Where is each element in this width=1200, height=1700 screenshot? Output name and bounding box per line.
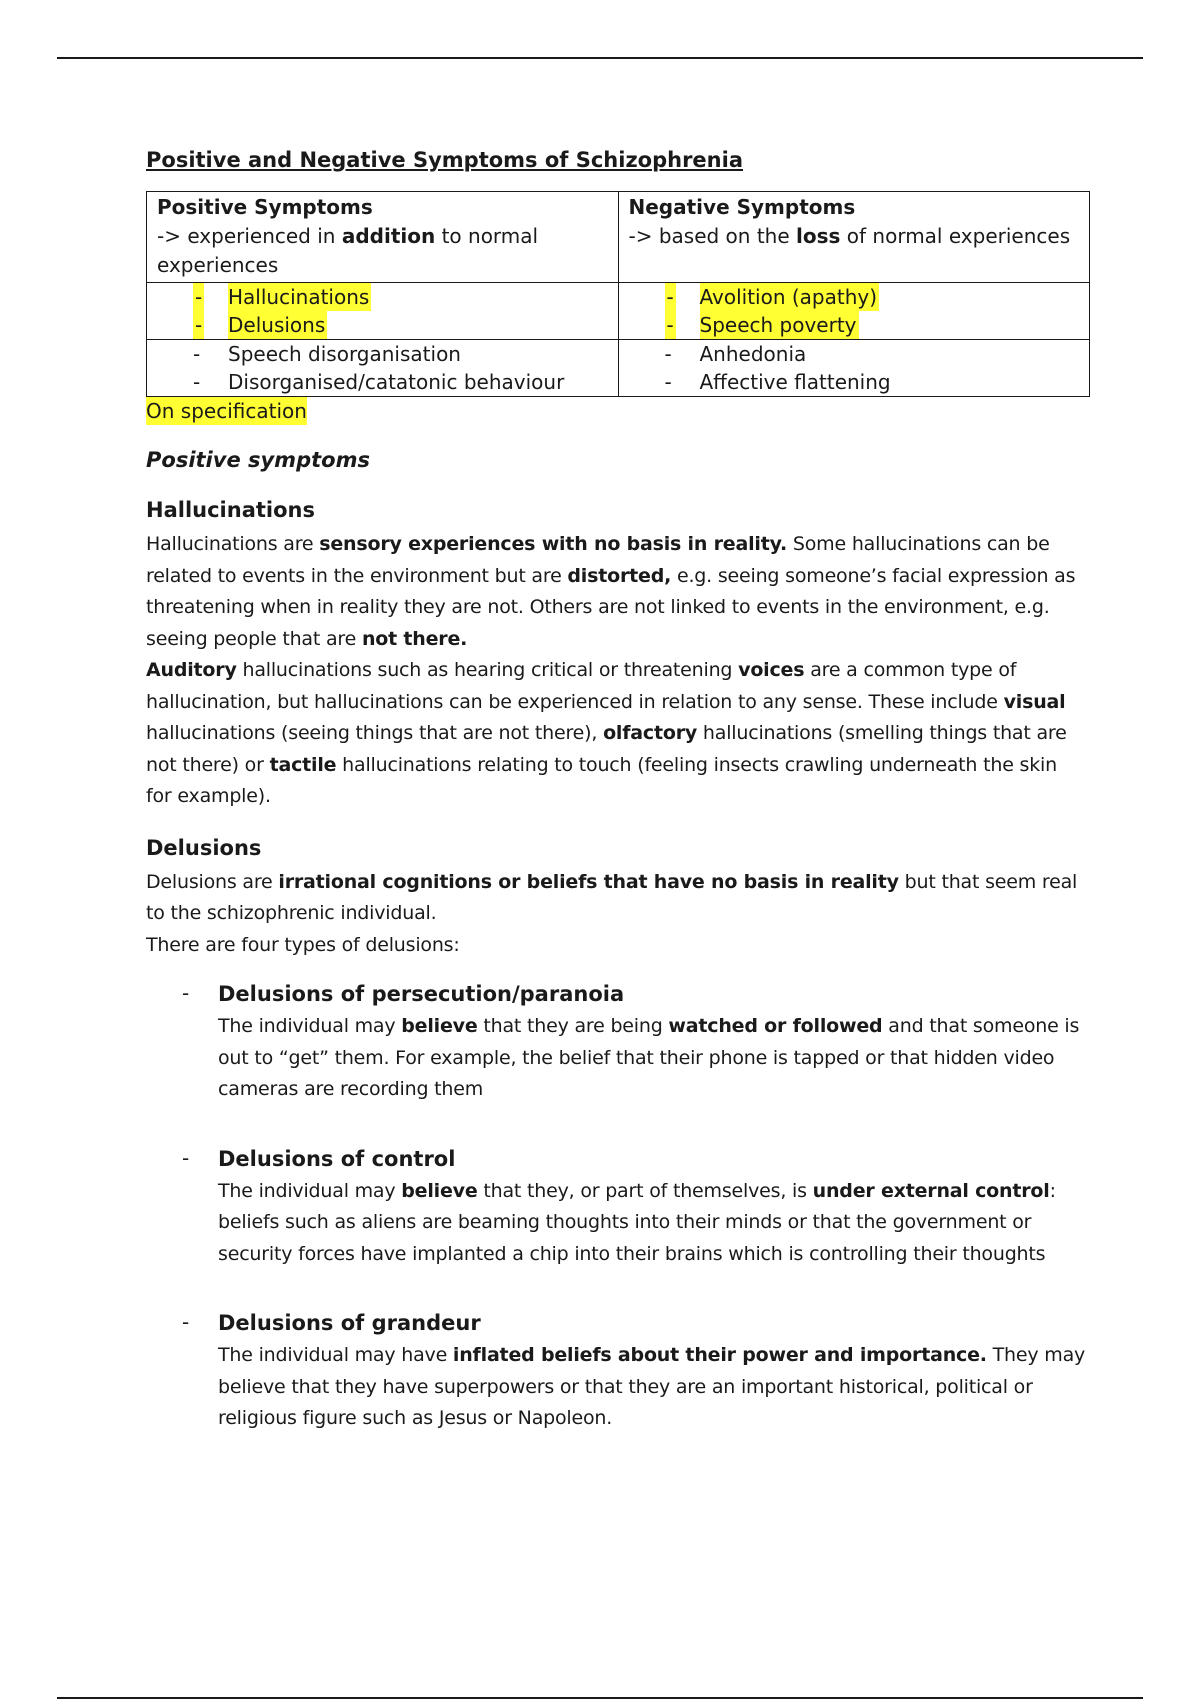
list-item [157,283,608,311]
list-item [157,311,608,339]
bold-run: visual [1003,690,1066,713]
list-item [157,340,608,368]
delusion-type-heading: Delusions of control [218,1146,456,1171]
hallucinations-paragraph-1 [146,529,1086,655]
list-item [146,1144,1086,1271]
text-run: are a common type of hallucination, but hallucinations can be experienced in relation to any sense. These include [146,659,1017,713]
list-item-text: Hallucinations [228,285,370,309]
bold-run: distorted, [567,564,672,587]
delusion-types-list [146,979,1086,1435]
text-run: The individual may have [218,1344,453,1366]
bold-run: voices [738,659,805,681]
bold-run: inflated beliefs about their power and importance. [452,1344,987,1366]
symptoms-table [146,191,1090,397]
on-specification-label: On specification [146,399,307,423]
bold-run: olfactory [603,722,698,744]
negative-other-cell [618,340,1090,397]
negative-desc-bold: loss [796,224,841,248]
dash-marker: - [666,285,674,309]
list-item-text: Affective flattening [699,370,891,394]
negative-description [629,222,1080,251]
positive-description [157,222,608,280]
negative-heading: Negative Symptoms [628,195,856,219]
dash-marker: - [195,285,203,309]
list-item-text: Delusions [228,313,326,337]
positive-heading: Positive Symptoms [157,195,373,219]
dash-marker: - [182,1145,190,1170]
negative-desc-pre: -> based on the [628,224,797,248]
text-run: hallucinations relating to touch (feeling insects crawling underneath the skin for example). [146,753,1057,807]
list-item-text: Disorganised/catatonic behaviour [228,370,565,394]
hallucinations-paragraph-2 [146,655,1086,813]
text-run: that they, or part of themselves, is [477,1179,813,1202]
positive-other-list [157,340,608,396]
delusion-type-heading: Delusions of grandeur [218,1311,481,1335]
dash-marker: - [666,313,674,337]
hallucinations-heading: Hallucinations [146,498,315,522]
dash-marker: - [182,981,190,1005]
positive-spec-cell [147,283,619,340]
dash-marker: - [195,313,203,337]
bold-run: tactile [269,753,337,776]
text-run: e.g. seeing someone’s facial expression as threatening when in reality they are not. Others are not linked to events in the environment, e.g. seeing people that are [146,564,1076,650]
delusions-paragraph-2: There are four types of delusions: [146,933,460,956]
bold-run: believe [401,1179,478,1202]
text-run: They may believe that they have superpowers or that they are an important historical, political or religious figure such as Jesus or Napoleon. [218,1344,1086,1429]
positive-desc-post: to normal experiences [157,224,539,277]
list-item [629,311,1080,339]
delusion-type-body [218,1176,1086,1271]
delusions-heading: Delusions [146,835,262,860]
bold-run: not there. [361,627,468,650]
text-run: : beliefs such as aliens are beaming thoughts into their minds or that the government or security forces have implanted a chip into their brains which is controlling their thoughts [218,1179,1056,1265]
bold-run: irrational cognitions or beliefs that have no basis in reality [278,870,899,893]
list-item-text: Speech poverty [699,313,857,337]
list-item [629,340,1080,368]
delusions-paragraph-1 [146,867,1086,930]
positive-desc-bold: addition [341,224,436,248]
bold-run: sensory experiences with no basis in reality. [319,533,788,555]
bold-run: watched or followed [668,1015,883,1037]
list-item [146,1308,1086,1435]
list-item [146,979,1086,1106]
text-run: that they are being [477,1015,669,1037]
delusion-type-body [218,1340,1086,1435]
dash-marker: - [664,342,672,366]
bold-run: believe [401,1015,478,1037]
positive-other-cell [147,340,619,397]
dash-marker: - [182,1310,190,1334]
dash-marker: - [664,370,672,394]
text-run: The individual may [218,1179,402,1202]
text-run: The individual may [218,1015,402,1037]
negative-desc-post: of normal experiences [840,224,1071,248]
list-item [157,368,608,396]
text-run: Delusions are [146,870,279,893]
bold-run: Auditory [146,659,237,681]
dash-marker: - [193,342,201,366]
text-run: and that someone is out to “get” them. For example, the belief that their phone is tapped or that hidden video cameras are recording them [218,1015,1080,1100]
text-run: Some hallucinations can be related to events in the environment but are [146,533,1050,587]
document-page [146,145,1086,1473]
list-item [629,368,1080,396]
negative-spec-cell [618,283,1090,340]
footer-rule [57,1697,1143,1699]
positive-spec-list [157,283,608,339]
delusion-type-heading: Delusions of persecution/paranoia [218,982,625,1006]
list-item [629,283,1080,311]
list-item-text: Anhedonia [699,342,807,366]
bold-run: under external control [812,1179,1050,1202]
dash-marker: - [193,370,201,394]
table-spec-row [147,283,1090,340]
delusion-type-body [218,1011,1086,1106]
negative-spec-list [629,283,1080,339]
text-run: hallucinations such as hearing critical or threatening [236,659,739,681]
text-run: hallucinations (seeing things that are not there), [146,722,604,744]
text-run: Hallucinations are [146,533,320,555]
list-item-text: Speech disorganisation [228,342,461,366]
page-title: Positive and Negative Symptoms of Schizophrenia [146,148,743,172]
table-other-row [147,340,1090,397]
text-run: but that seem real to the schizophrenic individual. [146,870,1078,924]
positive-symptoms-heading: Positive symptoms [146,448,370,472]
negative-other-list [629,340,1080,396]
list-item-text: Avolition (apathy) [699,285,878,309]
positive-header-cell [147,192,619,283]
negative-header-cell [618,192,1090,283]
text-run: hallucinations (smelling things that are not there) or [146,722,1067,776]
header-rule [57,57,1143,59]
table-header-row [147,192,1090,283]
positive-desc-pre: -> experienced in [157,224,342,248]
